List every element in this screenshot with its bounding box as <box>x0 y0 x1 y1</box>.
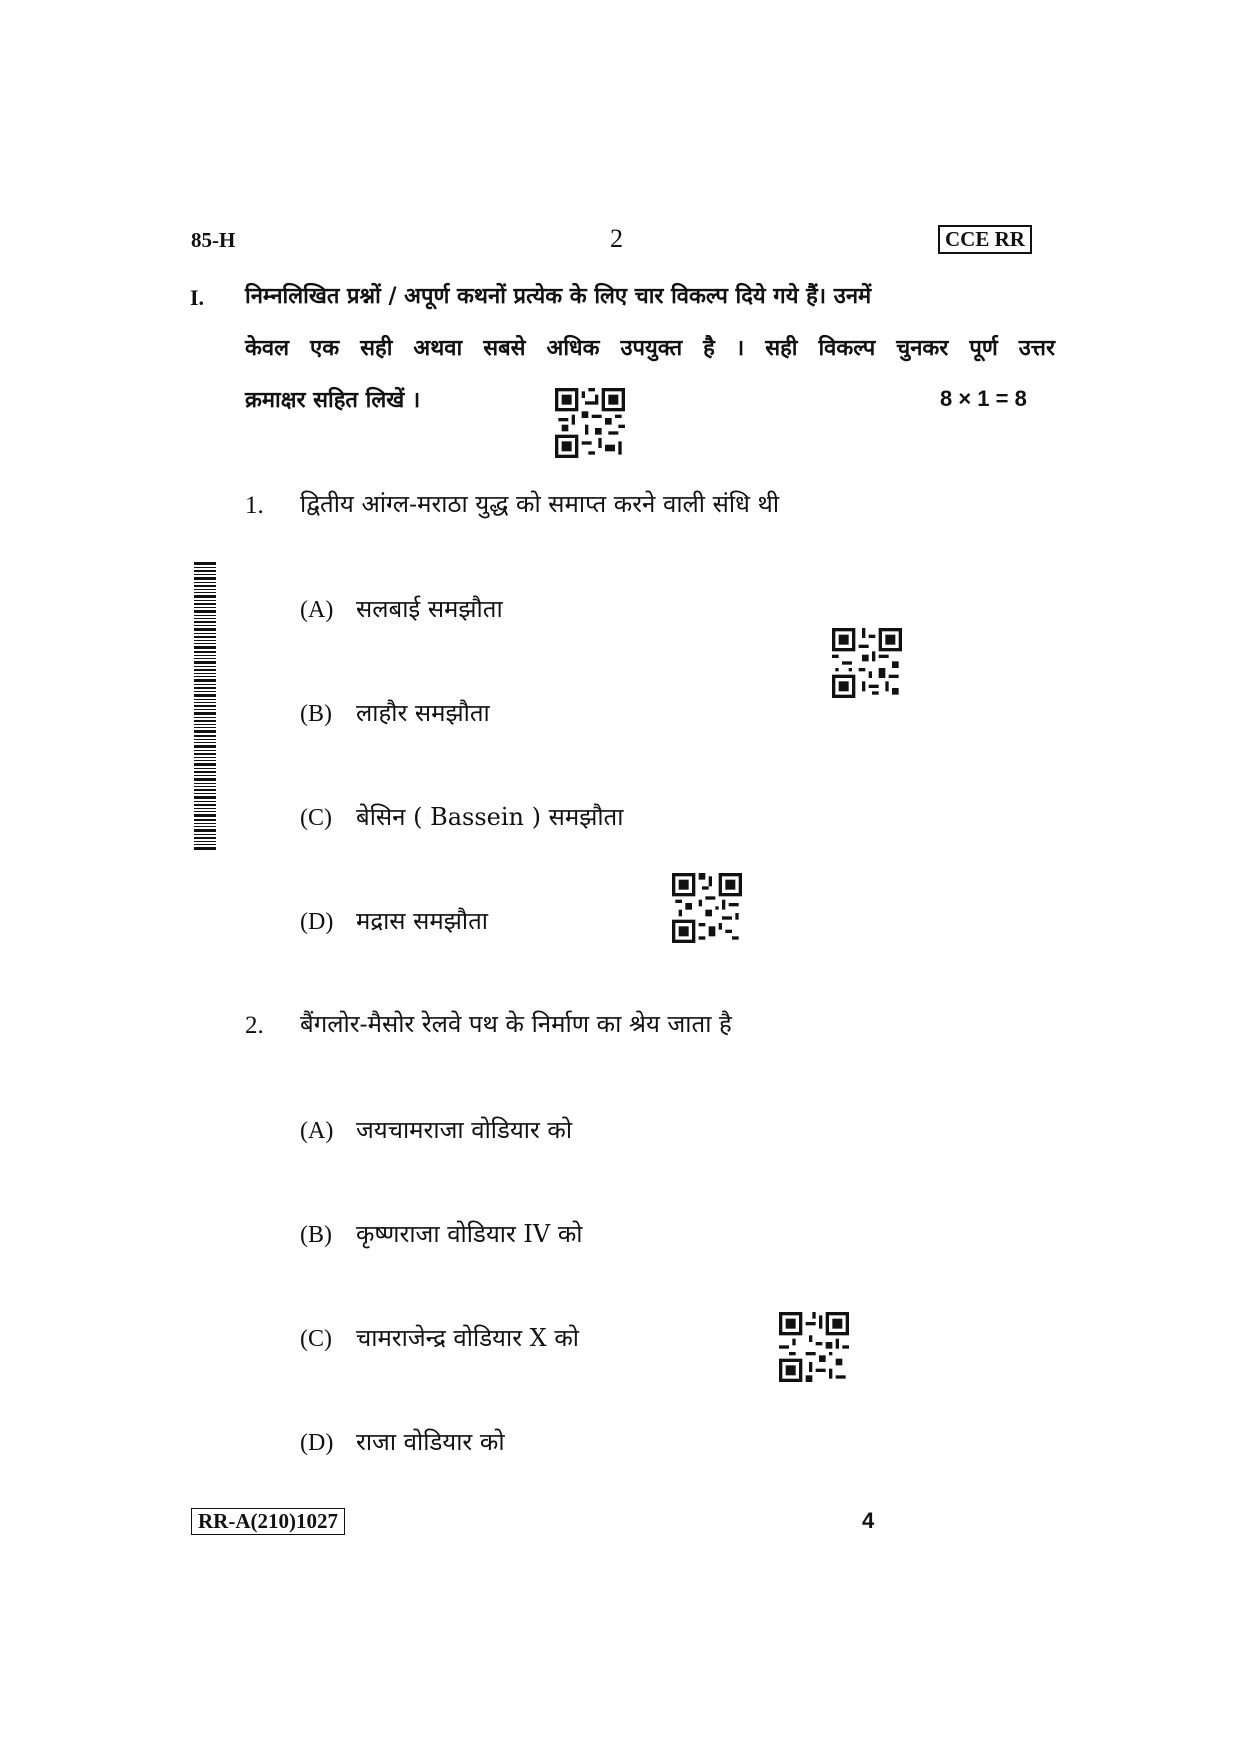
section-instruction-line-1: निम्नलिखित प्रश्नों / अपूर्ण कथनों प्रत्येक के लिए चार विकल्प दिये गये हैं। उनमें <box>245 283 872 309</box>
option-letter: (D) <box>300 909 334 935</box>
option-text: सलबाई समझौता <box>356 595 503 623</box>
option-text: बेसिन ( Bassein ) समझौता <box>356 803 624 831</box>
option-text: लाहौर समझौता <box>356 699 490 727</box>
barcode-icon <box>194 562 216 850</box>
booklet-code: RR-A(210)1027 <box>191 1508 345 1535</box>
qr-code-icon <box>672 873 742 943</box>
option-text: जयचामराजा वोडियार को <box>356 1116 573 1144</box>
option-letter: (B) <box>300 701 332 727</box>
option-text: मद्रास समझौता <box>356 907 488 935</box>
qr-code-icon <box>832 628 902 698</box>
option-letter: (B) <box>300 1222 332 1248</box>
option-letter: (D) <box>300 1430 334 1456</box>
option-letter: (C) <box>300 1326 332 1352</box>
section-marks: 8 × 1 = 8 <box>940 386 1027 411</box>
sheet-number: 4 <box>862 1508 875 1533</box>
page-number: 2 <box>610 224 623 253</box>
option-text: चामराजेन्द्र वोडियार X को <box>356 1324 579 1352</box>
option-letter: (C) <box>300 805 332 831</box>
question-number: 2. <box>245 1012 264 1039</box>
question-text: बैंगलोर-मैसोर रेलवे पथ के निर्माण का श्रेय जाता है <box>300 1010 732 1038</box>
question-text: द्वितीय आंग्ल-मराठा युद्ध को समाप्त करने वाली संधि थी <box>300 490 780 518</box>
option-letter: (A) <box>300 1118 334 1144</box>
option-text: कृष्णराजा वोडियार IV को <box>356 1220 583 1248</box>
option-text: राजा वोडियार को <box>356 1428 505 1456</box>
paper-code: 85-H <box>191 228 236 252</box>
section-instruction-line-3: क्रमाक्षर सहित लिखें । <box>245 387 421 413</box>
series-badge: CCE RR <box>938 225 1032 254</box>
option-letter: (A) <box>300 597 334 623</box>
section-number: I. <box>190 285 205 310</box>
qr-code-icon <box>555 388 625 458</box>
qr-code-icon <box>779 1312 849 1382</box>
section-instruction-line-2: केवल एक सही अथवा सबसे अधिक उपयुक्त है । सही विकल्प चुनकर पूर्ण उत्तर <box>245 335 1055 361</box>
question-number: 1. <box>245 492 264 519</box>
